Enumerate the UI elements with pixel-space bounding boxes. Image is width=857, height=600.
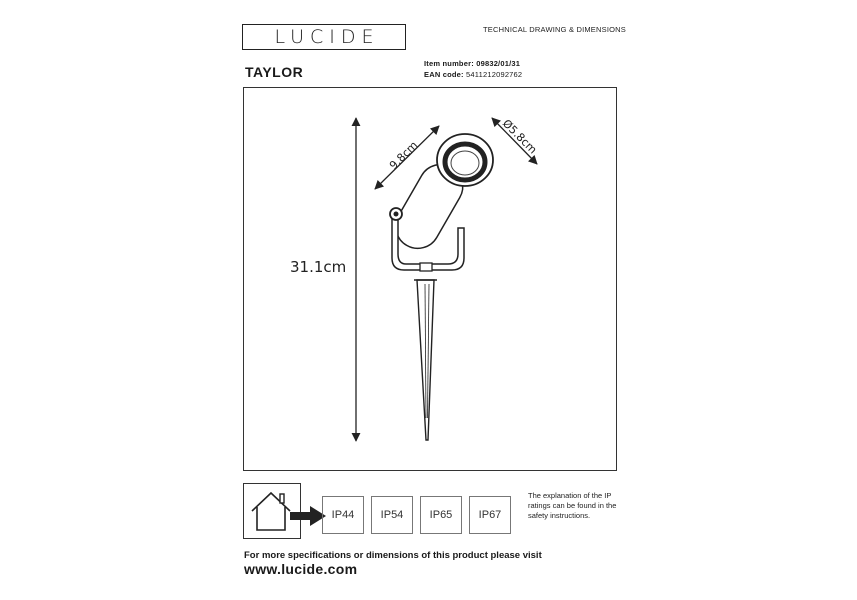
item-number-row [424,59,520,68]
document-title: TECHNICAL DRAWING & DIMENSIONS [483,25,626,34]
spotlight-drawing [244,88,618,472]
item-number-label: Item number: [424,59,474,68]
lucide-logo: LUCIDE [242,24,406,50]
ip-badge-ip54: IP54 [371,496,413,534]
diameter-label: Ø5.8cm [499,116,540,157]
ground-spike [414,280,437,440]
bracket-nut [420,263,432,271]
height-label: 31.1cm [290,258,347,276]
ean-value: 5411212092762 [466,70,523,79]
ean-label: EAN code: [424,70,464,79]
footer-url-link[interactable]: www.lucide.com [244,561,358,577]
lamp-lens-inner [451,151,479,175]
ip-badge-ip65: IP65 [420,496,462,534]
ip-badge-ip44: IP44 [322,496,364,534]
length-label: 9.8cm [386,138,421,173]
ean-row [424,70,522,79]
ip-badge-ip67: IP67 [469,496,511,534]
technical-drawing [243,87,617,471]
pivot-screw-center [394,212,399,217]
footer-text: For more specifications or dimensions of this product please visit [244,550,542,561]
item-number-value: 09832/01/31 [476,59,521,68]
ip-ratings-note: The explanation of the IP ratings can be found in the safety instructions. [528,491,617,520]
product-name: TAYLOR [245,64,304,80]
